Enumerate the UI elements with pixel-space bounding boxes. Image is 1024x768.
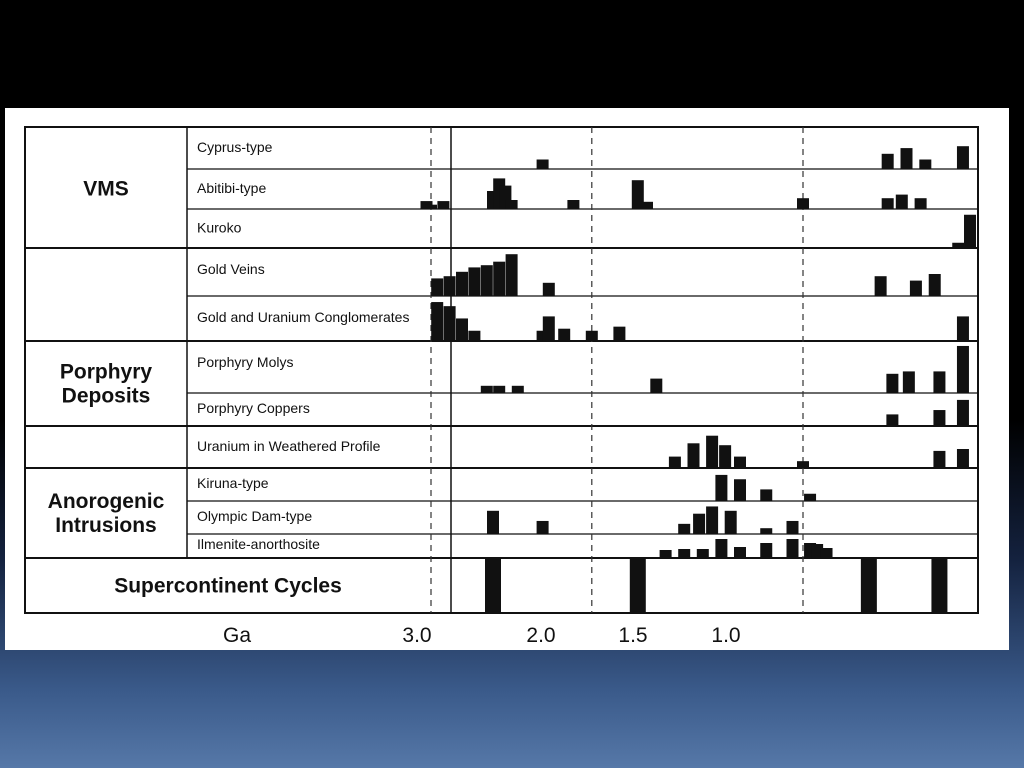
data-bar: [706, 436, 718, 468]
data-bar: [882, 198, 894, 209]
data-bar: [537, 160, 549, 170]
data-bar: [512, 386, 524, 393]
data-bar: [760, 489, 772, 501]
data-bar: [875, 276, 887, 296]
data-bar: [693, 514, 705, 534]
row-label: Olympic Dam-type: [197, 508, 313, 525]
data-bar: [697, 549, 709, 558]
chart-svg: [5, 108, 1009, 650]
data-bar: [456, 318, 468, 341]
data-bar: [678, 524, 690, 534]
x-axis-tick-label: 1.0: [711, 624, 741, 647]
row-label: Kiruna-type: [197, 475, 269, 492]
data-bar: [957, 316, 969, 341]
data-bar: [650, 379, 662, 393]
supercontinent-bar: [861, 559, 877, 613]
row-label: Gold Veins: [197, 261, 265, 277]
data-bar: [715, 539, 727, 558]
supercontinent-bar: [931, 559, 947, 613]
data-bar: [506, 200, 518, 209]
x-axis-tick-label: 3.0: [402, 624, 432, 647]
data-bar: [437, 201, 449, 209]
data-bar: [787, 539, 799, 558]
data-bar: [734, 457, 746, 468]
data-bar: [903, 371, 915, 393]
data-bar: [706, 506, 718, 534]
data-bar: [760, 543, 772, 558]
data-bar: [882, 154, 894, 169]
data-bar: [919, 160, 931, 170]
data-bar: [957, 449, 969, 468]
data-bar: [641, 202, 653, 209]
row-label: Porphyry Coppers: [197, 400, 310, 417]
data-bar: [444, 306, 456, 341]
data-bar: [481, 386, 493, 393]
data-bar: [543, 283, 555, 296]
data-bar: [933, 371, 945, 393]
row-label: Porphyry Molys: [197, 354, 294, 370]
data-bar: [929, 274, 941, 296]
data-bar: [431, 302, 443, 341]
data-bar: [821, 548, 833, 558]
x-axis-unit-label: Ga: [222, 624, 252, 647]
data-bar: [901, 148, 913, 169]
data-bar: [493, 386, 505, 393]
data-bar: [915, 198, 927, 209]
data-bar: [734, 547, 746, 558]
data-bar: [487, 511, 499, 534]
data-bar: [952, 243, 964, 248]
data-bar: [567, 200, 579, 209]
data-bar: [725, 511, 737, 534]
row-label: Uranium in Weathered Profile: [197, 438, 381, 455]
data-bar: [787, 521, 799, 534]
group-label: Intrusions: [55, 514, 157, 537]
row-label: Ilmenite-anorthosite: [197, 536, 320, 553]
data-bar: [715, 475, 727, 501]
data-bar: [957, 346, 969, 393]
data-bar: [444, 276, 456, 296]
data-bar: [660, 550, 672, 558]
supercontinent-bar: [630, 559, 646, 613]
row-label: Cyprus-type: [197, 139, 273, 156]
data-bar: [537, 521, 549, 534]
data-bar: [886, 414, 898, 426]
cycles-label: Supercontinent Cycles: [114, 574, 342, 598]
data-bar: [669, 457, 681, 468]
data-bar: [734, 479, 746, 501]
chart-panel: [5, 108, 1009, 650]
group-label: Deposits: [61, 384, 151, 408]
x-axis-tick-label: 1.5: [618, 624, 648, 647]
data-bar: [797, 461, 809, 468]
data-bar: [468, 267, 480, 296]
group-label: Anorogenic: [47, 490, 165, 513]
supercontinent-bar: [485, 559, 501, 613]
data-bar: [964, 215, 976, 248]
row-label: Abitibi-type: [197, 180, 267, 196]
data-bar: [543, 316, 555, 341]
group-label: Porphyry: [59, 360, 153, 384]
data-bar: [957, 146, 969, 169]
data-bar: [481, 265, 493, 296]
data-bar: [558, 329, 570, 341]
x-axis-tick-label: 2.0: [526, 624, 556, 647]
data-bar: [760, 528, 772, 534]
data-bar: [493, 262, 505, 296]
data-bar: [797, 198, 809, 209]
data-bar: [933, 410, 945, 426]
data-bar: [933, 451, 945, 468]
data-bar: [586, 331, 598, 341]
data-bar: [804, 494, 816, 501]
row-label: Gold and Uranium Conglomerates: [197, 309, 410, 325]
data-bar: [886, 374, 898, 393]
data-bar: [910, 281, 922, 296]
data-bar: [688, 443, 700, 468]
data-bar: [613, 327, 625, 341]
row-label: Kuroko: [197, 219, 242, 236]
group-label: VMS: [83, 177, 129, 201]
data-bar: [678, 549, 690, 558]
data-bar: [719, 445, 731, 468]
data-bar: [506, 254, 518, 296]
data-bar: [896, 195, 908, 209]
data-bar: [456, 272, 468, 296]
data-bar: [957, 400, 969, 426]
data-bar: [468, 331, 480, 341]
data-bar: [431, 278, 443, 296]
data-bar: [425, 205, 437, 209]
